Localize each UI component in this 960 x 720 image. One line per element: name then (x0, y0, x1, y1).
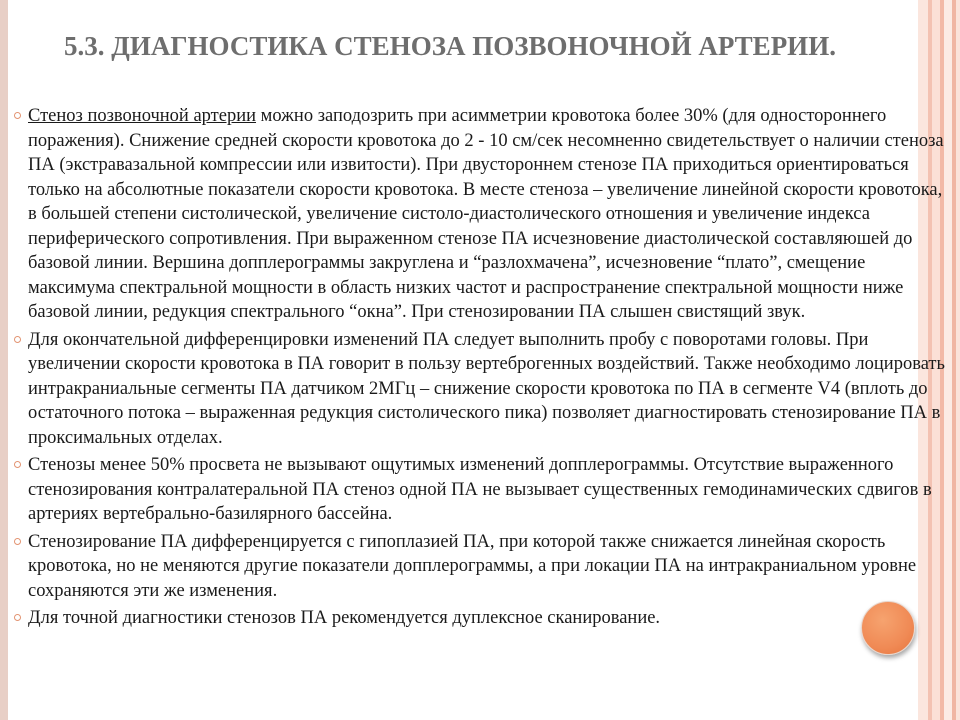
bullet-icon (14, 112, 21, 119)
bullet-icon (14, 461, 21, 468)
bullet-icon (14, 538, 21, 545)
paragraph-text: Стенозирование ПА дифференцируется с гипоплазией ПА, при которой также снижается линейная скорость кровотока, но не меняются другие показатели допплерограммы, а при локации ПА на интракраниальном уровне сохраняются эти же изменения. (28, 531, 917, 601)
slide-nav-button[interactable] (861, 601, 915, 655)
stenosis-link[interactable]: Стеноз позвоночной артерии (28, 106, 257, 126)
paragraph-5 (14, 606, 950, 631)
paragraph-2 (14, 328, 950, 451)
paragraph-text: Для точной диагностики стенозов ПА рекомендуется дуплексное сканирование. (28, 608, 661, 628)
paragraph-3 (14, 453, 950, 527)
bullet-icon (14, 336, 21, 343)
bullet-icon (14, 614, 21, 621)
paragraph-1 (14, 104, 950, 325)
slide-title: 5.3. ДИАГНОСТИКА СТЕНОЗА ПОЗВОНОЧНОЙ АРТЕРИИ. (64, 31, 836, 61)
paragraph-text: Стенозы менее 50% просвета не вызывают ощутимых изменений допплерограммы. Отсутствие выраженного стенозирования контралатеральной ПА стеноз одной ПА не вызывает существенных гемодинамических сдвигов в артериях вертебрально-базилярного бассейна. (28, 455, 932, 524)
slide-content (14, 104, 950, 634)
left-border-decoration (0, 0, 8, 720)
paragraph-text: Для окончательной дифференцировки изменений ПА следует выполнить пробу с поворотами головы. При увеличении скорости кровотока в ПА говорит в пользу вертеброгенных воздействий. Также необходимо лоцировать интракраниальные сегменты ПА датчиком 2МГц – снижение скорости кровотока по ПА в сегменте V4 (вплоть до остаточного потока – выраженная редукция систолического пика) позволяет диагностировать стенозирование ПА в проксимальных отделах. (28, 329, 945, 448)
paragraph-4 (14, 530, 950, 604)
paragraph-text: можно заподозрить при асимметрии кровотока более 30% (для одностороннего поражения). Снижение средней скорости кровотока до 2 - 10 см/сек несомненно свидетельствует о наличии стеноза ПА (экстравазальной компрессии или извитости). При двустороннем стенозе ПА приходиться ориентироваться только на абсолютные показатели скорости кровотока. В месте стеноза – увеличение линейной скорости кровотока, в большей степени систолической, увеличение систоло-диастолического отношения и увеличение индекса периферического сопротивления. При выраженном стенозе ПА исчезновение диастолической составляюшей до базовой линии. Вершина допплерограммы закруглена и “разлохмачена”, исчезновение “плато”, смещение максимума спектральной мощности в область низких частот и распространение спектральной мощности ниже базовой линии, редукция спектрального “окна”. При стенозировании ПА слышен свистящий звук. (28, 106, 944, 322)
